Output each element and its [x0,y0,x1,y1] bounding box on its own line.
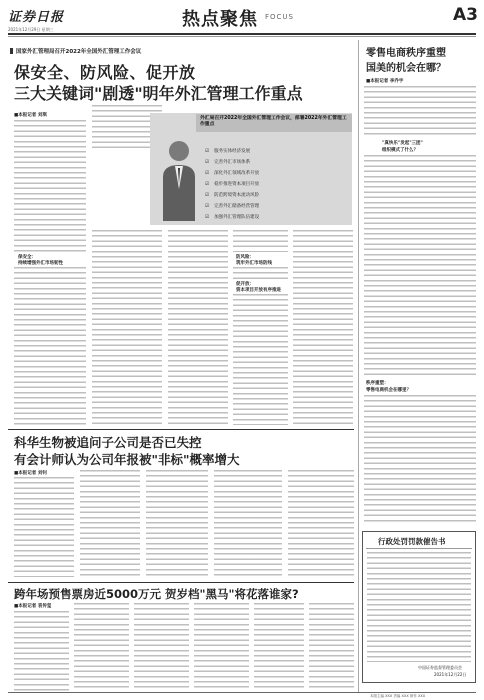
check-icon: ☑ [205,182,210,187]
lead-kicker: 国家外汇管理局召开2022年全国外汇管理工作会议 [16,49,142,55]
lead-subhead-6: 资本项目开放有序推进 [236,288,281,293]
footer-credits: 本版主编 XXX 责编 XXX 制作 XXX [370,694,426,698]
article-3-byline: ■本报记者 袁传玺 [14,604,52,609]
lead-headline-1: 保安全、防风险、促开放 [14,63,196,82]
footer-rule [8,692,476,693]
info-item-4: ☑ 稳步推进资本项目开放 [205,182,260,187]
article-3-headline: 跨年场预售票房近5000万元 贺岁档"黑马"将花落谁家? [14,587,299,601]
check-icon: ☑ [205,215,210,220]
sidebar-body-2 [364,155,476,377]
lead-subhead-4: 筑牢外汇市场防线 [236,261,272,266]
article-2-col-4 [214,470,282,577]
article-3-col-4 [194,603,249,691]
lead-subhead-3: 防风险： [236,255,254,260]
article-2-byline: ■本报记者 刘钊 [14,471,47,476]
article-2-col-3 [146,470,208,577]
lead-body-col-5 [293,230,353,425]
article-3-col-6 [309,603,354,691]
sidebar-byline: ■本报记者 李乔宇 [366,79,404,84]
lead-kicker-bar [10,48,13,54]
article-2-col-1 [14,477,74,577]
businessman-illustration [160,137,198,221]
lead-subhead-2: 持续增强外汇市场韧性 [18,261,63,266]
section-title: 热点聚焦 [182,9,258,30]
notice-date: 2021年12月22日 [434,672,467,677]
article-3-col-3 [134,603,189,691]
article-2-headline-2: 有会计师认为公司年报被"非标"概率增大 [14,452,240,467]
sidebar-body-1 [364,86,476,138]
page-number: A3 [453,5,478,25]
info-item-5: ☑ 防范跨境资本流动风险 [205,193,260,198]
notice-signature: 中国证券监督管理委员会 [418,665,462,670]
lead-headline-2: 三大关键词"剧透"明年外汇管理工作重点 [14,84,303,103]
sidebar-subhead-4: 零售电商机会在哪里？ [366,388,411,393]
sidebar-divider [358,40,359,692]
info-item-1: ☑ 服务实体经济发展 [205,149,251,154]
sidebar-headline-2: 国美的机会在哪？ [366,63,446,74]
article-2-col-2 [80,470,140,577]
sidebar-subhead-1: "真快乐"发起"三团" [382,141,423,146]
lead-body-col-4c [233,294,288,425]
masthead-rule-thin [8,36,476,37]
article-2-rule [8,429,354,430]
issue-date: 2021年12月29日 星期三 [8,27,54,32]
notice-title-rule [366,548,472,549]
lead-byline: ■本报记者 刘琪 [14,113,47,118]
sidebar-subhead-3: 秩序重塑： [366,381,389,386]
lead-body-col-3 [168,230,228,425]
article-2-headline-1: 科华生物被追问子公司是否已失控 [14,435,202,450]
check-icon: ☑ [205,204,210,209]
lead-body-col-4b [233,267,288,279]
lead-body-col-2b [92,230,162,425]
check-icon: ☑ [205,171,210,176]
info-item-2: ☑ 完善外汇市场体系 [205,160,251,165]
article-3-col-5 [254,603,304,691]
check-icon: ☑ [205,193,210,198]
masthead-logo: 证券日报 [8,10,65,25]
lead-subhead-1: 保安全： [18,255,36,260]
masthead-rule [8,33,476,35]
article-3-rule [8,582,354,583]
sidebar-subhead-2: 组织模式了什么？ [382,148,418,153]
article-3-col-2 [74,603,129,691]
check-icon: ☑ [205,149,210,154]
notice-body [367,552,471,662]
article-2-col-5 [288,470,354,577]
info-box-title: 外汇局召开2022年全国外汇管理工作会议，部署2022年外汇管理工作重点 [200,116,347,127]
section-english: FOCUS [265,13,294,21]
article-3-col-1 [14,611,69,691]
check-icon: ☑ [205,160,210,165]
sidebar-headline-1: 零售电商秩序重塑 [366,48,446,59]
lead-body-col-4 [233,230,288,252]
sidebar-body-3 [364,395,476,525]
lead-subhead-5: 促开放： [236,282,254,287]
info-item-6: ☑ 完善外汇储备经营管理 [205,204,260,209]
lead-body-col-1 [14,120,86,252]
notice-title: 行政处罚罚款催告书 [378,537,446,546]
info-item-3: ☑ 深化外汇领域改革开放 [205,171,260,176]
info-item-7: ☑ 加强外汇管理队伍建设 [205,215,260,220]
lead-body-col-1b [14,267,86,425]
